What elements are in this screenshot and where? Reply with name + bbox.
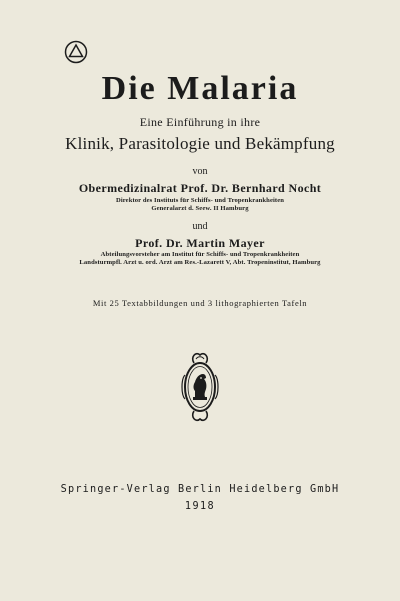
author1-affiliation-line2: Generalarzt d. Seew. II Hamburg: [151, 205, 249, 212]
publisher: Springer-Verlag Berlin Heidelberg GmbH: [60, 484, 340, 495]
book-subtitle: Eine Einführung in ihre: [139, 115, 261, 129]
von-label: von: [192, 166, 208, 177]
publication-year: 1918: [184, 501, 216, 512]
circled-triangle-icon: [63, 40, 89, 64]
und-label: und: [192, 221, 208, 232]
author2-affiliation-line1: Abteilungsvorsteher am Institut für Schiffs- und Tropenkrankheiten: [100, 251, 300, 258]
book-subtitle-topics: Klinik, Parasitologie und Bekämpfung: [65, 134, 335, 153]
illustrations-note: Mit 25 Textabbildungen und 3 lithographierten Tafeln: [92, 298, 308, 308]
book-title: Die Malaria: [101, 70, 299, 107]
author2-affiliation-line2: Landsturmpfl. Arzt u. ord. Arzt am Res.-Lazarett V, Abt. Tropeninstitut, Hamburg: [79, 259, 321, 266]
springer-chess-knight-logo: [176, 345, 224, 429]
author1-name: Obermedizinalrat Prof. Dr. Bernhard Nocht: [78, 181, 322, 195]
author1-affiliation-line1: Direktor des Instituts für Schiffs- und Tropenkrankheiten: [115, 197, 284, 204]
author2-name: Prof. Dr. Martin Mayer: [135, 236, 265, 250]
